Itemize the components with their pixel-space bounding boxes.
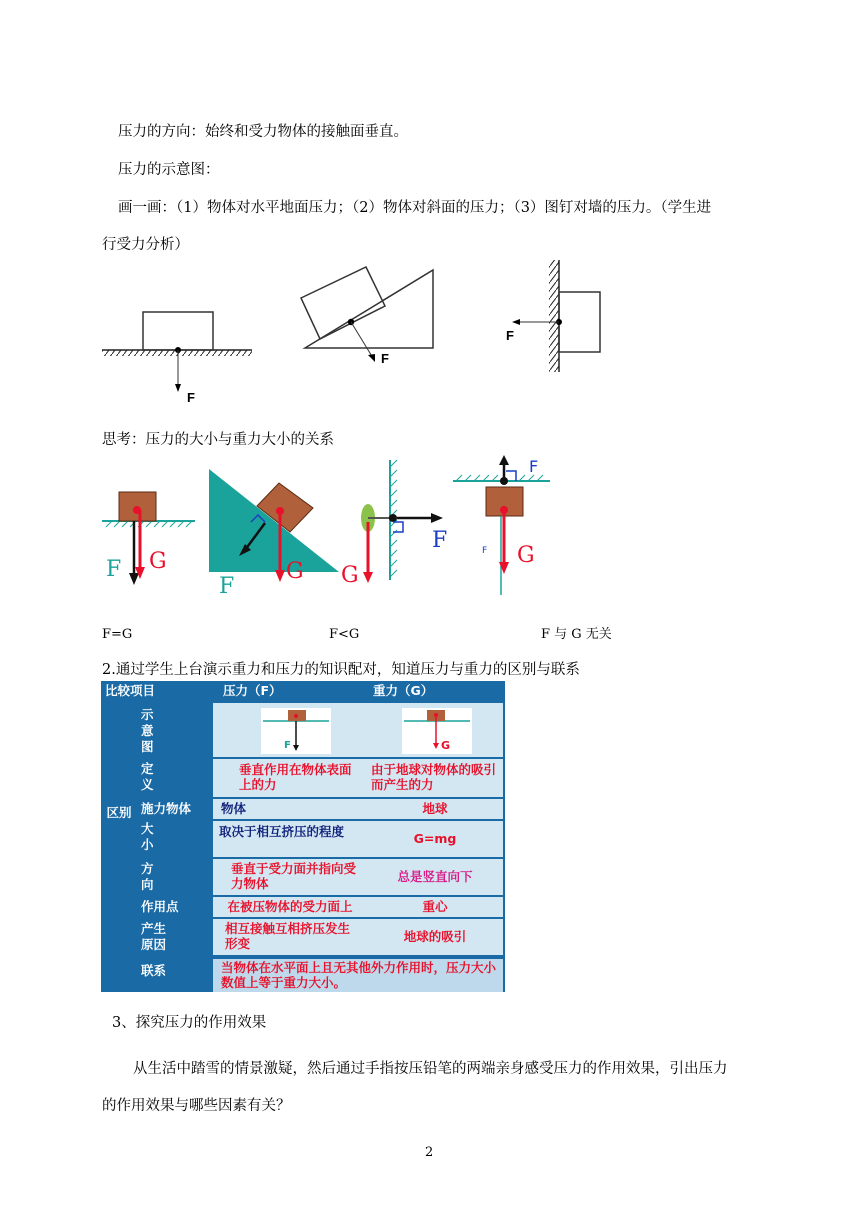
box-on-floor-diagram — [102, 312, 252, 392]
pin-on-wall-diagram — [512, 260, 600, 372]
label-g-d2: G — [286, 559, 304, 584]
svg-text:F: F — [284, 740, 291, 751]
label-g-d1: G — [149, 549, 167, 574]
row-label-cause: 产生原因 — [141, 921, 167, 952]
paragraph-line-2: 的作用效果与哪些因素有关？ — [102, 1098, 291, 1114]
cell-cause-pressure: 相互接触互相挤压发生形变 — [213, 919, 367, 955]
label-f-d1: F — [106, 557, 122, 582]
label-g-d4: G — [517, 543, 535, 568]
cell-definition-gravity: 由于地球对物体的吸引而产生的力 — [367, 759, 503, 797]
section-2-heading: 2.通过学生上台演示重力和压力的知识配对，知道压力与重力的区别与联系 — [102, 662, 580, 678]
table-header-gravity: 重力（G） — [373, 683, 434, 698]
pressure-gravity-figure — [100, 455, 555, 600]
row-label-magnitude: 大小 — [141, 821, 154, 852]
table-header-item: 比较项目 — [105, 683, 156, 698]
f-label-3: F — [506, 328, 514, 343]
svg-text:G: G — [441, 739, 451, 752]
cell-direction-gravity: 总是竖直向下 — [367, 859, 503, 895]
label-f-d4: F — [529, 457, 539, 476]
section-3-heading: 3、探究压力的作用效果 — [112, 1015, 267, 1031]
cell-magnitude-pressure: 取决于相互挤压的程度 — [213, 821, 367, 857]
page-number: 2 — [425, 1145, 434, 1160]
cell-source-gravity: 地球 — [367, 799, 503, 819]
draw-task-line: 画一画：（1）物体对水平地面压力；（2）物体对斜面的压力；（3）图钉对墙的压力。（学生进 — [118, 200, 712, 216]
row-label-link: 联系 — [141, 963, 167, 978]
row-label-definition: 定义 — [141, 761, 154, 792]
row-diagram-pressure — [213, 703, 367, 757]
cell-point-gravity: 重心 — [367, 897, 503, 917]
pressure-direction-line: 压力的方向：始终和受力物体的接触面垂直。 — [118, 124, 408, 140]
cell-link-text: 当物体在水平面上且无其他外力作用时，压力大小数值上等于重力大小。 — [213, 959, 503, 992]
cmp-less-label: F<G — [329, 627, 360, 642]
label-f-d2: F — [219, 574, 235, 599]
row-label-source: 施力物体 — [141, 801, 192, 816]
table-header-pressure: 压力（F） — [223, 683, 282, 698]
think-line: 思考：压力的大小与重力大小的关系 — [102, 432, 334, 448]
cmp-unrelated-label: F 与 G 无关 — [541, 627, 612, 642]
cmp-equal-label: F=G — [102, 627, 133, 642]
paragraph-line-1: 从生活中踏雪的情景激疑，然后通过手指按压铅笔的两端亲身感受压力的作用效果，引出压力 — [133, 1061, 728, 1077]
label-f-small-d4: F — [482, 546, 488, 556]
draw-task-line-cont: 行受力分析） — [102, 237, 189, 253]
f-label-1: F — [187, 390, 195, 405]
cell-source-pressure: 物体 — [213, 799, 367, 819]
comparison-table — [101, 681, 505, 992]
label-f-d3: F — [432, 528, 448, 553]
row-label-diagram: 示意图 — [141, 707, 154, 754]
cell-direction-pressure: 垂直于受力面并指向受力物体 — [213, 859, 367, 895]
table-group-label: 区别 — [106, 805, 132, 820]
cell-definition-pressure: 垂直作用在物体表面上的力 — [213, 759, 367, 797]
label-g-d3: G — [341, 563, 359, 588]
cell-cause-gravity: 地球的吸引 — [367, 919, 503, 955]
force-sketch-figure — [100, 258, 620, 408]
cell-point-pressure: 在被压物体的受力面上 — [213, 897, 367, 917]
cell-magnitude-gravity: G=mg — [367, 821, 503, 857]
row-label-point: 作用点 — [141, 899, 179, 914]
row-label-direction: 方向 — [141, 861, 154, 892]
f-label-2: F — [381, 351, 389, 366]
pressure-diagram-line: 压力的示意图： — [118, 162, 220, 178]
row-diagram-gravity — [367, 703, 503, 757]
box-on-incline-diagram — [301, 267, 433, 362]
